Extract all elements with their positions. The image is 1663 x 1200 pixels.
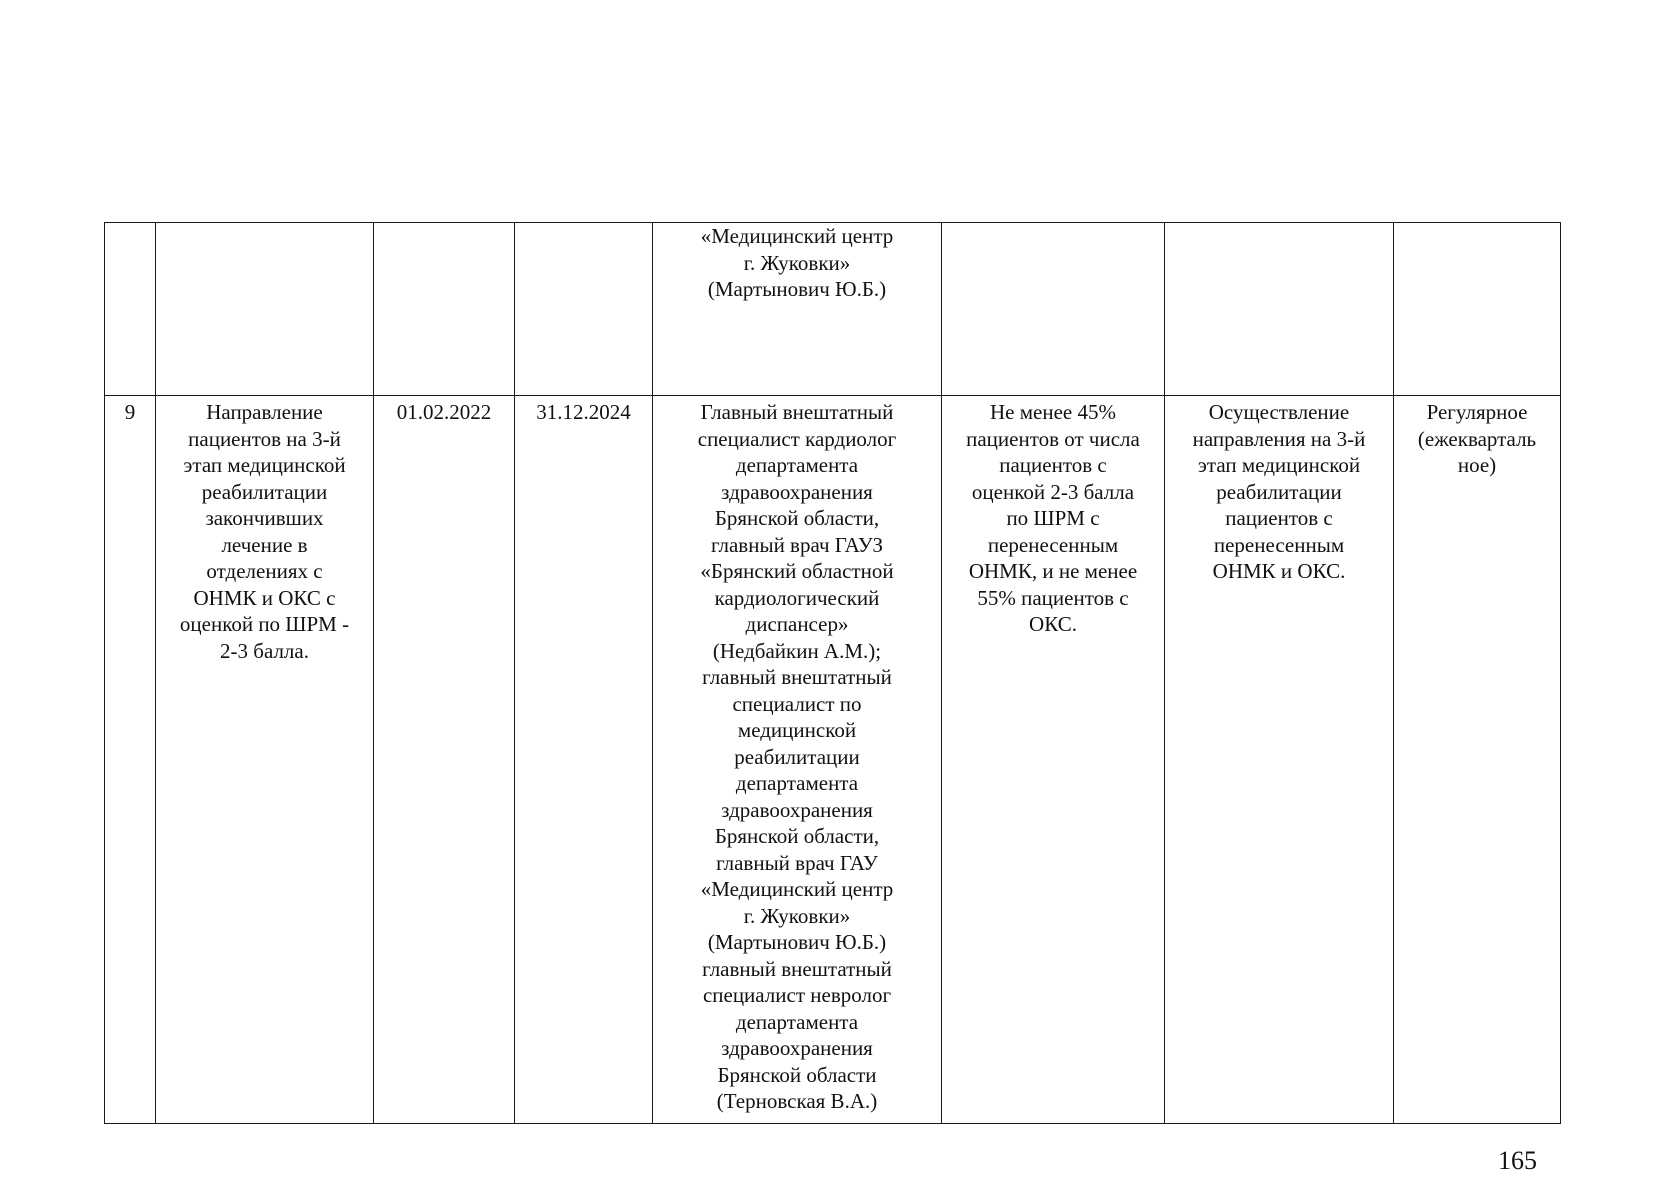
cell-result (1165, 223, 1394, 396)
cell-measure (156, 223, 374, 396)
cell-start-date: 01.02.2022 (374, 396, 515, 1124)
cell-end-date: 31.12.2024 (515, 396, 653, 1124)
table-row-continuation (105, 223, 1561, 396)
table-row-9 (105, 396, 1561, 1124)
cell-responsible: Главный внештатный специалист кардиолог департамента здравоохранения Брянской области, главный врач ГАУЗ «Брянский областной кардиологический диспансер» (Недбайкин А.М.); главный внештатный специалист по медицинской реабилитации департамента здравоохранения Брянской области, главный врач ГАУ «Медицинский центр г. Жуковки» (Мартынович Ю.Б.) главный внештатный специалист невролог департамента здравоохранения Брянской области (Терновская В.А.) (653, 396, 942, 1124)
cell-frequency (1394, 223, 1561, 396)
cell-number (105, 223, 156, 396)
cell-number: 9 (105, 396, 156, 1124)
cell-measure: Направление пациентов на 3-й этап медицинской реабилитации закончивших лечение в отделениях с ОНМК и ОКС с оценкой по ШРМ - 2-3 балла. (156, 396, 374, 1124)
cell-start-date (374, 223, 515, 396)
plan-table (104, 222, 1561, 1124)
cell-result: Осуществление направления на 3-й этап медицинской реабилитации пациентов с перенесенным ОНМК и ОКС. (1165, 396, 1394, 1124)
cell-responsible: «Медицинский центр г. Жуковки» (Мартынович Ю.Б.) (653, 223, 942, 396)
cell-indicator (942, 223, 1165, 396)
page-number: 165 (1498, 1146, 1537, 1175)
cell-end-date (515, 223, 653, 396)
cell-frequency: Регулярное (ежекварталь ное) (1394, 396, 1561, 1124)
cell-indicator: Не менее 45% пациентов от числа пациентов с оценкой 2-3 балла по ШРМ с перенесенным ОНМК, и не менее 55% пациентов с ОКС. (942, 396, 1165, 1124)
